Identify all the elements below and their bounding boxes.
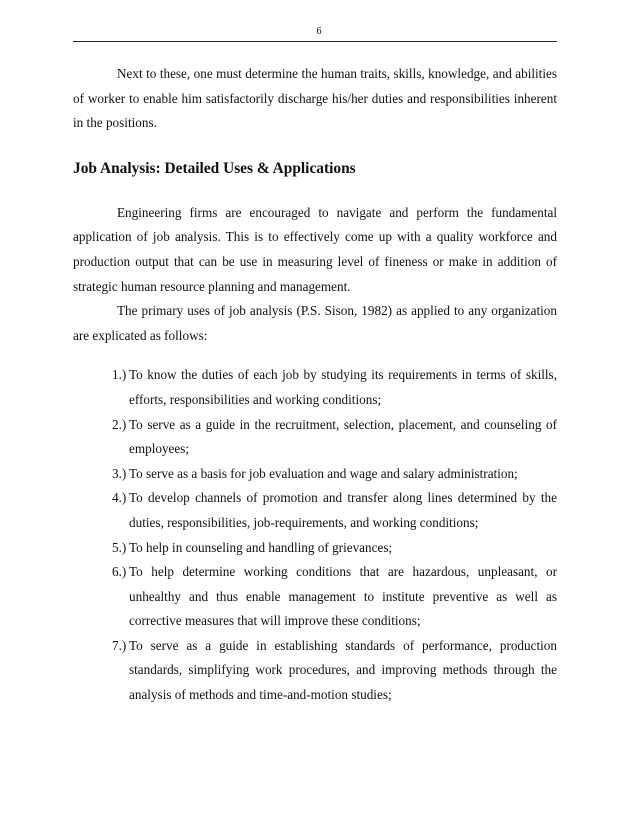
list-item-number: 2.) bbox=[112, 416, 127, 432]
list-item-text: To help in counseling and handling of grievances; bbox=[129, 539, 393, 555]
page-number: 6 bbox=[316, 26, 322, 37]
list-item bbox=[73, 634, 557, 708]
body-paragraph: The primary uses of job analysis (P.S. Sison, 1982) as applied to any organization are explicated as follows: bbox=[73, 303, 557, 343]
list-item-number: 7.) bbox=[112, 637, 127, 653]
list-item-text: To serve as a guide in the recruitment, selection, placement, and counseling of employees; bbox=[129, 416, 557, 457]
list-item-number: 4.) bbox=[112, 490, 127, 506]
uses-list bbox=[73, 363, 557, 707]
list-item-text: To help determine working conditions that are hazardous, unpleasant, or unhealthy and thus enable management to institute preventive as well as corrective measures that will improve these conditions; bbox=[129, 564, 557, 629]
intro-paragraph: Next to these, one must determine the human traits, skills, knowledge, and abilities of worker to enable him satisfactorily discharge his/her duties and responsibilities inherent in the positions. bbox=[73, 66, 557, 131]
list-item-number: 5.) bbox=[112, 539, 127, 555]
list-item-number: 3.) bbox=[112, 465, 127, 481]
list-item bbox=[73, 536, 557, 561]
list-item-text: To serve as a guide in establishing standards of performance, production standards, simplifying work procedures, and improving methods through the analysis of methods and time-and-motion studies; bbox=[129, 637, 557, 703]
section-heading: Job Analysis: Detailed Uses & Applications bbox=[73, 159, 356, 177]
list-item bbox=[73, 560, 557, 634]
list-item-text: To know the duties of each job by studying its requirements in terms of skills, efforts, responsibilities and working conditions; bbox=[129, 367, 557, 407]
list-item-number: 6.) bbox=[112, 564, 127, 580]
list-item bbox=[73, 363, 557, 412]
list-item-number: 1.) bbox=[112, 367, 127, 383]
header-rule bbox=[73, 41, 557, 42]
list-item bbox=[73, 462, 557, 487]
body-paragraph: Engineering firms are encouraged to navigate and perform the fundamental application of job analysis. This is to effectively come up with a quality workforce and production output that can be use in measuring level of fineness or make in addition of strategic human resource planning and management. bbox=[73, 204, 557, 294]
page-body bbox=[73, 62, 557, 708]
list-item bbox=[73, 486, 557, 535]
list-item bbox=[73, 413, 557, 462]
list-item-text: To develop channels of promotion and transfer along lines determined by the duties, responsibilities, job-requirements, and working conditions; bbox=[129, 490, 557, 530]
list-item-text: To serve as a basis for job evaluation and wage and salary administration; bbox=[129, 465, 518, 481]
